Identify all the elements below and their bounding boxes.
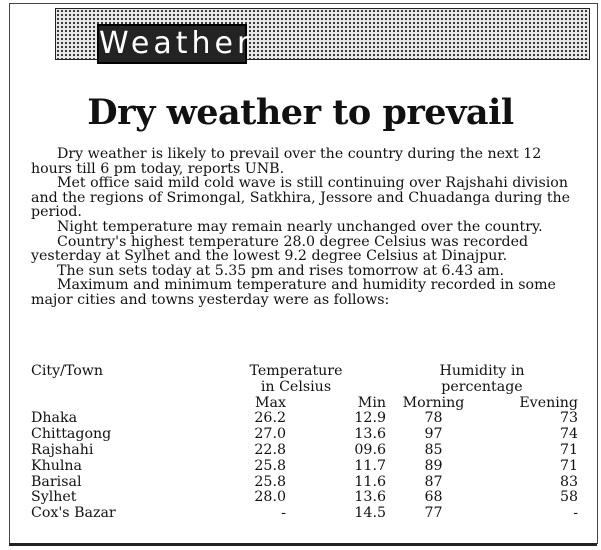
city-header: City/Town <box>31 363 104 379</box>
evening-cell: 73 <box>559 410 578 427</box>
city-cell: Barisal <box>31 473 82 490</box>
min-cell: 13.6 <box>354 426 386 443</box>
evening-cell: 83 <box>559 473 578 490</box>
table-row <box>31 506 578 522</box>
headline: Dry weather to prevail <box>87 92 514 133</box>
min-cell: 11.7 <box>354 457 386 474</box>
max-cell: 27.0 <box>254 426 286 443</box>
paragraph: Night temperature may remain nearly unchanged over the country. <box>57 218 543 235</box>
bottom-rule <box>9 543 597 546</box>
min-cell: 11.6 <box>354 473 386 490</box>
temperature-group-header <box>206 364 386 380</box>
city-cell: Chittagong <box>31 426 112 443</box>
min-cell: 13.6 <box>354 489 386 506</box>
morning-cell: 68 <box>424 489 443 506</box>
temperature-group-line: Temperature <box>249 363 343 379</box>
morning-cell: 97 <box>424 426 443 443</box>
section-label: Weather <box>97 24 247 64</box>
max-cell: 25.8 <box>254 457 286 474</box>
max-cell: 22.8 <box>254 441 286 458</box>
table-header-row <box>31 380 578 396</box>
evening-cell: 71 <box>559 457 578 474</box>
humidity-group-line: Humidity in <box>439 363 525 379</box>
article-body <box>31 147 581 308</box>
city-cell: Khulna <box>31 457 83 474</box>
weather-table <box>31 364 578 522</box>
morning-cell: 89 <box>424 457 443 474</box>
morning-cell: 77 <box>424 505 443 522</box>
table-row <box>31 443 578 459</box>
min-cell: 09.6 <box>354 441 386 458</box>
morning-cell: 85 <box>424 441 443 458</box>
min-header: Min <box>357 394 386 411</box>
evening-cell: 74 <box>559 426 578 443</box>
min-cell: 14.5 <box>354 505 386 522</box>
max-cell: - <box>281 505 286 522</box>
morning-cell: 87 <box>424 473 443 490</box>
evening-cell: - <box>573 505 578 522</box>
humidity-unit-header: percentage <box>441 378 523 395</box>
table-row <box>31 427 578 443</box>
paragraph: Maximum and minimum temperature and humidity recorded in some major cities and towns yesterday were as follows: <box>31 277 556 308</box>
paragraph: Dry weather is likely to prevail over the country during the next 12 hours till 6 pm today, reports UNB. <box>31 146 542 177</box>
table-row <box>31 490 578 506</box>
table-row <box>31 459 578 475</box>
evening-header: Evening <box>519 394 578 411</box>
city-cell: Cox's Bazar <box>31 505 116 522</box>
table-row <box>31 411 578 427</box>
paragraph: The sun sets today at 5.35 pm and rises tomorrow at 6.43 am. <box>57 262 505 279</box>
table-header-row <box>31 396 578 412</box>
humidity-group-header <box>386 364 578 380</box>
table-row <box>31 475 578 491</box>
min-cell: 12.9 <box>354 410 386 427</box>
paragraph: Country's highest temperature 28.0 degree Celsius was recorded yesterday at Sylhet and the lowest 9.2 degree Celsius at Dinajpur. <box>31 233 529 265</box>
evening-cell: 58 <box>559 489 578 506</box>
max-header: Max <box>255 394 286 411</box>
morning-cell: 78 <box>424 410 443 427</box>
max-cell: 25.8 <box>254 473 286 490</box>
temperature-unit-header: in Celsius <box>260 378 332 395</box>
paragraph: Met office said mild cold wave is still continuing over Rajshahi division and the regions of Srimongal, Satkhira, Jessore and Chuadanga during the period. <box>31 175 571 221</box>
morning-header: Morning <box>402 394 465 411</box>
table-header-row <box>31 364 578 380</box>
evening-cell: 71 <box>559 441 578 458</box>
max-cell: 28.0 <box>254 489 286 506</box>
city-cell: Dhaka <box>31 410 78 427</box>
max-cell: 26.2 <box>254 410 286 427</box>
city-cell: Sylhet <box>31 489 77 506</box>
city-cell: Rajshahi <box>31 441 94 458</box>
